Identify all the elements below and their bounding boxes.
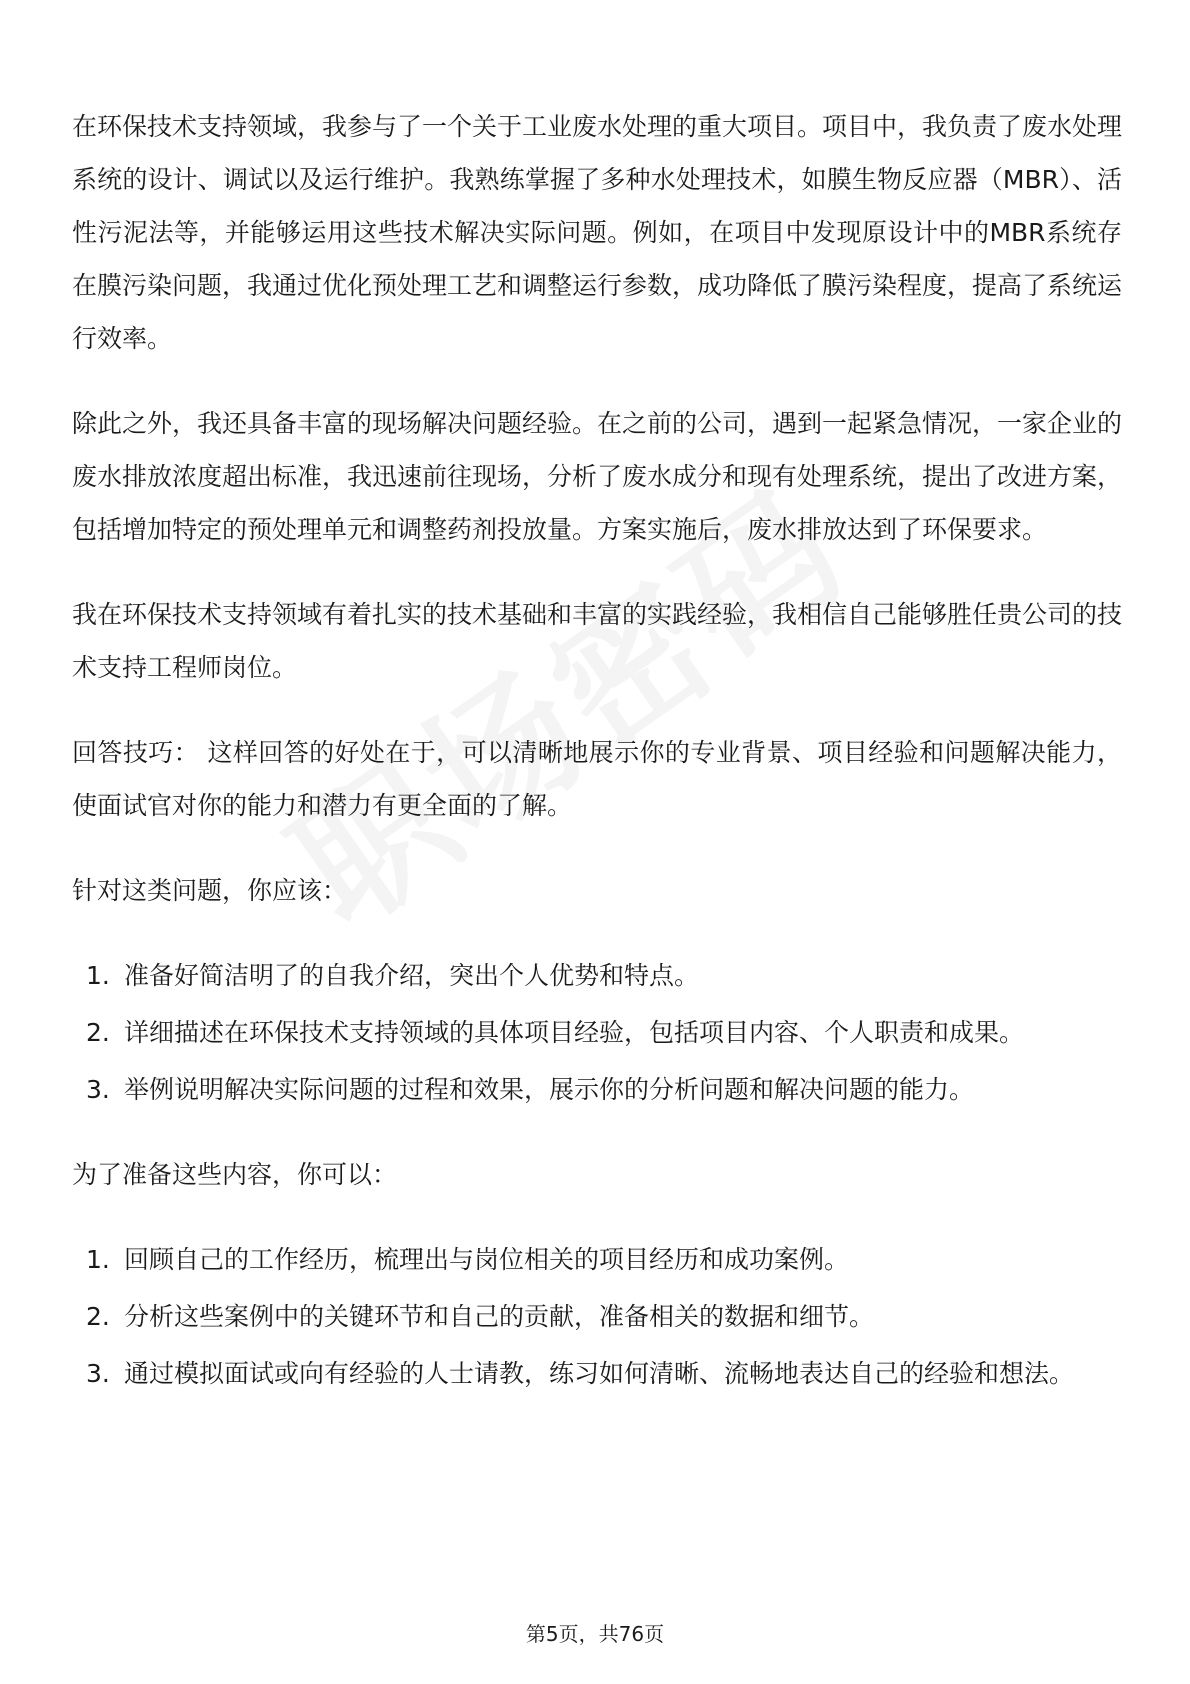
list-item-number: 3.: [86, 1075, 110, 1104]
advice-list: [72, 949, 1122, 1116]
page-number-footer: 第5页，共76页: [525, 1622, 665, 1646]
list-item-number: 1.: [86, 1245, 110, 1274]
list-item-text: 分析这些案例中的关键环节和自己的贡献，准备相关的数据和细节。: [124, 1302, 875, 1331]
list-item: [72, 1233, 1122, 1286]
list-item-number: 1.: [86, 961, 110, 990]
paragraph-conclusion: 我在环保技术支持领域有着扎实的技术基础和丰富的实践经验，我相信自己能够胜任贵公司的技术支持工程师岗位。: [72, 600, 1123, 682]
paragraph-project-experience: 在环保技术支持领域，我参与了一个关于工业废水处理的重大项目。项目中，我负责了废水处理系统的设计、调试以及运行维护。我熟练掌握了多种水处理技术，如膜生物反应器（MBR）、活性污泥法等，并能够运用这些技术解决实际问题。例如，在项目中发现原设计中的MBR系统存在膜污染问题，我通过优化预处理工艺和调整运行参数，成功降低了膜污染程度，提高了系统运行效率。: [72, 112, 1123, 353]
list-item-text: 通过模拟面试或向有经验的人士请教，练习如何清晰、流畅地表达自己的经验和想法。: [124, 1359, 1075, 1388]
paragraph-list2-intro: 为了准备这些内容，你可以：: [72, 1160, 398, 1189]
document-body: [72, 100, 1122, 1432]
paragraph-list1-intro: 针对这类问题，你应该：: [72, 876, 348, 905]
list-item-number: 2.: [86, 1018, 110, 1047]
list-item-number: 3.: [86, 1359, 110, 1388]
list-item: [72, 1290, 1122, 1343]
list-item-text: 详细描述在环保技术支持领域的具体项目经验，包括项目内容、个人职责和成果。: [124, 1018, 1025, 1047]
list-item: [72, 1347, 1122, 1400]
preparation-list: [72, 1233, 1122, 1400]
list-item-number: 2.: [86, 1302, 110, 1331]
list-item-text: 回顾自己的工作经历，梳理出与岗位相关的项目经历和成功案例。: [124, 1245, 850, 1274]
list-item: [72, 1063, 1122, 1116]
list-item-text: 举例说明解决实际问题的过程和效果，展示你的分析问题和解决问题的能力。: [124, 1075, 975, 1104]
list-item: [72, 1006, 1122, 1059]
paragraph-field-experience: 除此之外，我还具备丰富的现场解决问题经验。在之前的公司，遇到一起紧急情况，一家企业的废水排放浓度超出标准，我迅速前往现场，分析了废水成分和现有处理系统，提出了改进方案，包括增加特定的预处理单元和调整药剂投放量。方案实施后，废水排放达到了环保要求。: [72, 409, 1123, 544]
list-item-text: 准备好简洁明了的自我介绍，突出个人优势和特点。: [124, 961, 700, 990]
list-item: [72, 949, 1122, 1002]
paragraph-answer-tips: 回答技巧： 这样回答的好处在于，可以清晰地展示你的专业背景、项目经验和问题解决能力，使面试官对你的能力和潜力有更全面的了解。: [72, 738, 1122, 820]
